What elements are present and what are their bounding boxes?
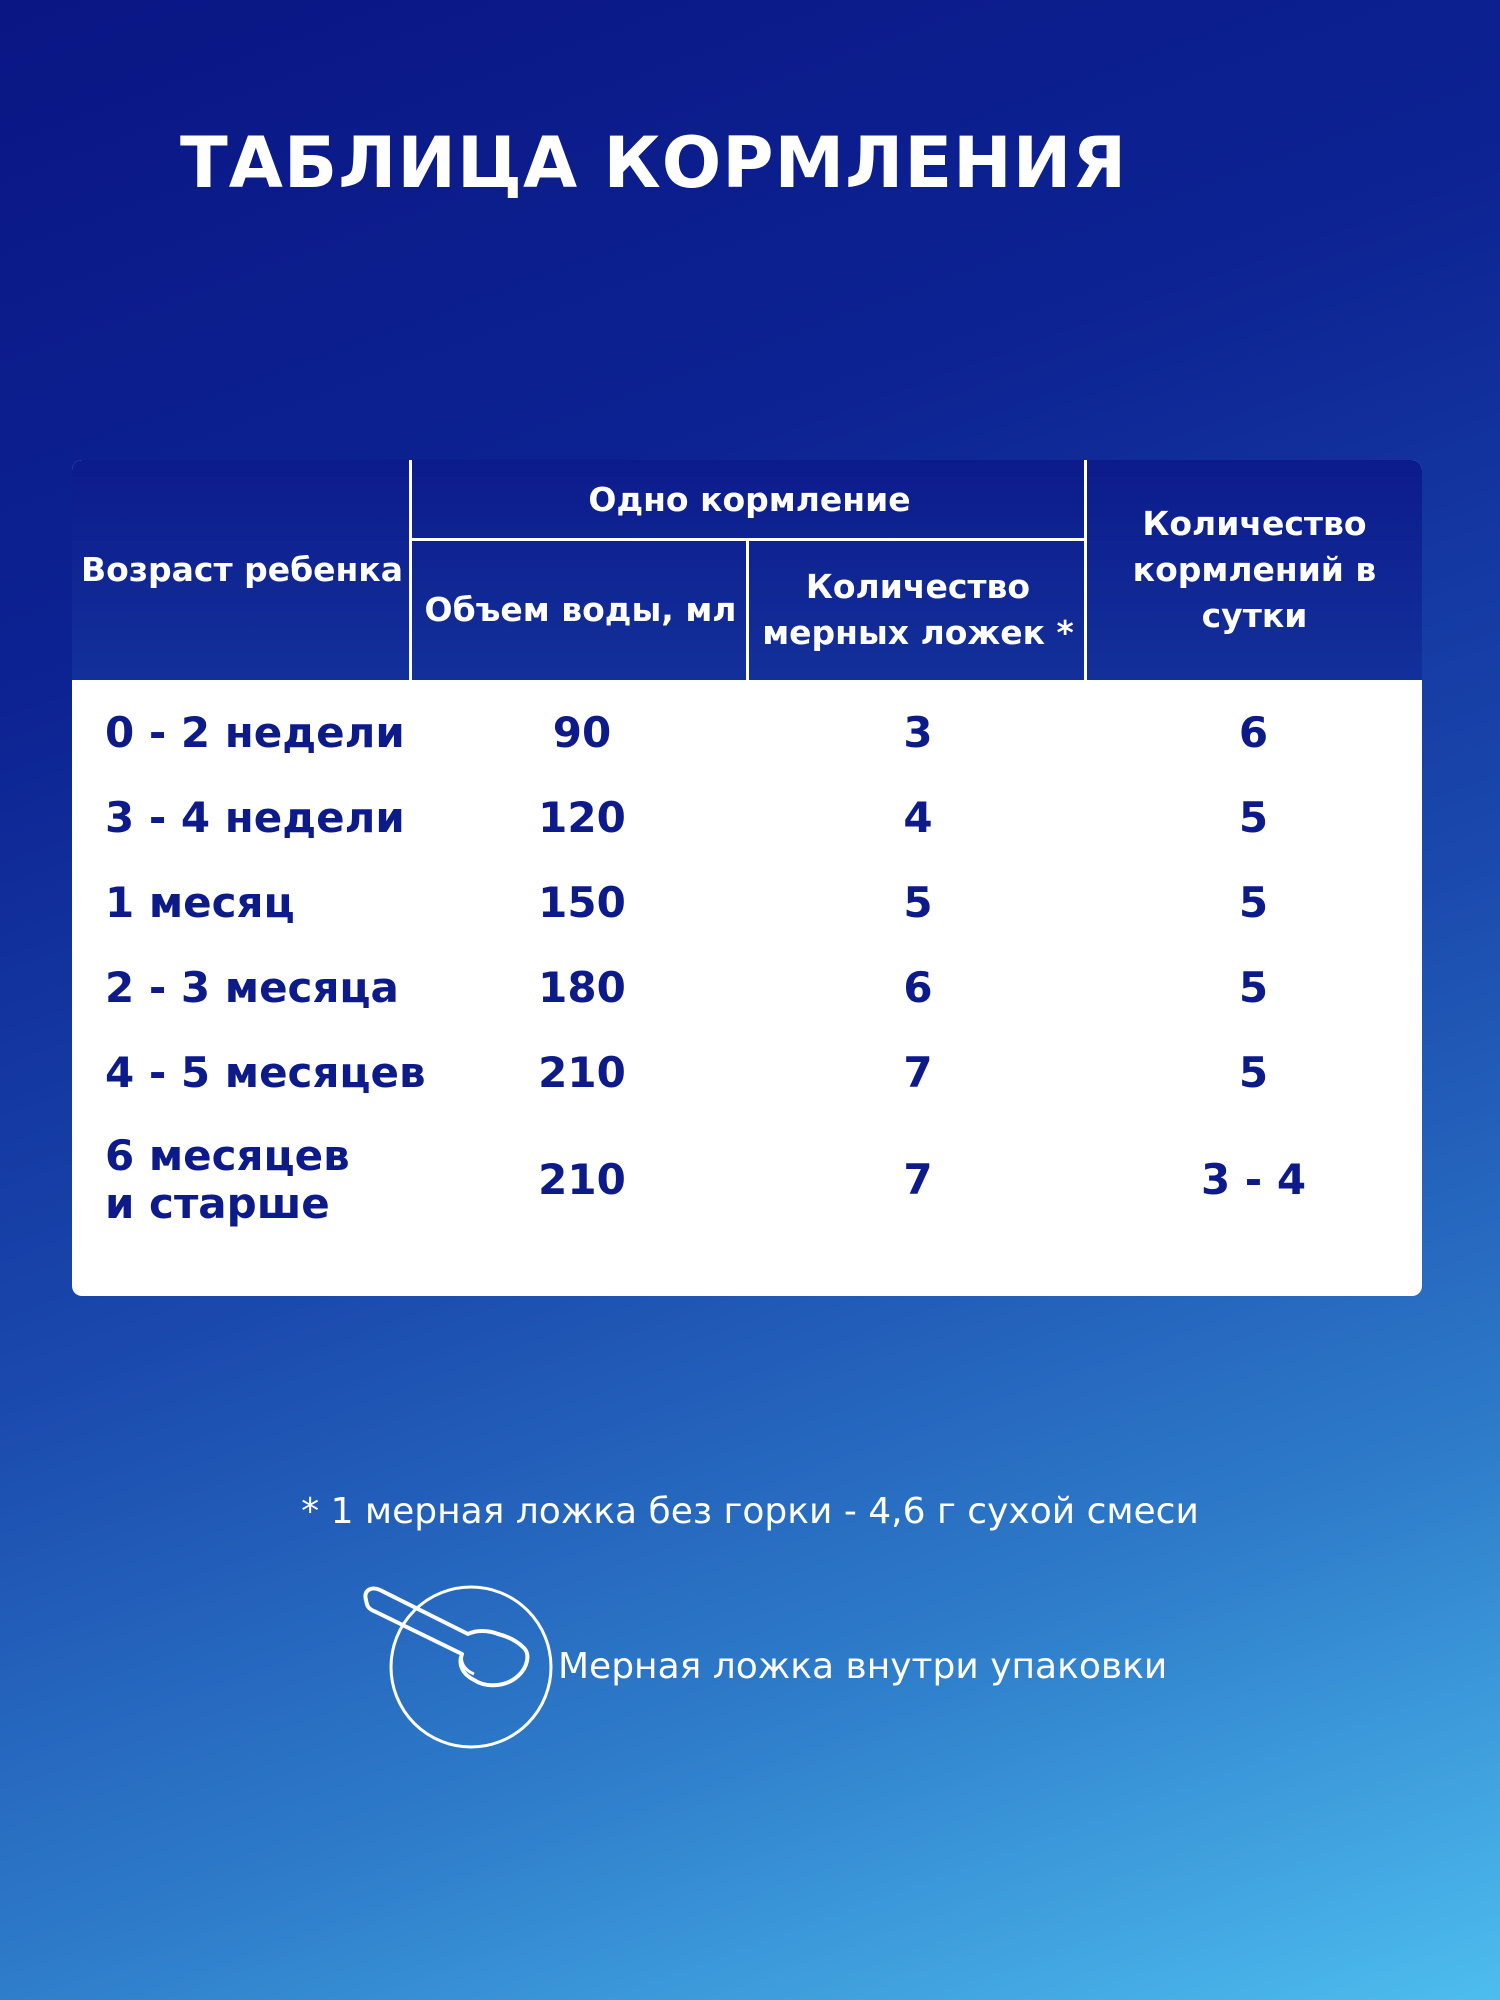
header-age [72, 460, 412, 680]
feeding-table [72, 460, 1422, 1296]
cell-water: 150 [538, 878, 626, 927]
table-row [72, 955, 1422, 1021]
header-water-volume-label: Объем воды, мл [424, 590, 737, 629]
table-row [72, 700, 1422, 766]
header-one-feeding [412, 460, 1087, 540]
cell-water: 120 [538, 793, 626, 842]
header-spoons-label: Количество мерных ложек * [762, 567, 1074, 652]
cell-feedings: 5 [1238, 793, 1269, 842]
cell-age: 2 - 3 месяца [105, 963, 399, 1012]
measuring-spoon-icon [358, 1582, 558, 1752]
header-divider [1084, 460, 1087, 680]
page-title: ТАБЛИЦА КОРМЛЕНИЯ [180, 122, 1128, 204]
table-header [72, 460, 1422, 680]
cell-water: 180 [538, 963, 626, 1012]
cell-spoons: 7 [903, 1155, 933, 1204]
cell-feedings: 3 - 4 [1200, 1155, 1307, 1204]
table-row [72, 870, 1422, 936]
cell-feedings: 6 [1238, 708, 1269, 757]
cell-age: 0 - 2 недели [105, 708, 405, 757]
cell-spoons: 3 [903, 708, 933, 757]
cell-water: 210 [538, 1048, 626, 1097]
cell-age: 6 месяцев и старше [105, 1131, 350, 1228]
table-row [72, 1040, 1422, 1106]
header-spoons [749, 540, 1087, 680]
header-divider [746, 540, 749, 680]
cell-water: 210 [538, 1155, 626, 1204]
cell-spoons: 5 [903, 878, 933, 927]
cell-age: 1 месяц [105, 878, 295, 927]
cell-age: 4 - 5 месяцев [105, 1048, 426, 1097]
header-one-feeding-label: Одно кормление [588, 480, 911, 519]
cell-spoons: 7 [903, 1048, 933, 1097]
footnote: * 1 мерная ложка без горки - 4,6 г сухой смеси [301, 1491, 1199, 1532]
table-row [72, 1120, 1422, 1240]
header-water-volume [412, 540, 749, 680]
table-row [72, 785, 1422, 851]
header-divider [409, 538, 1087, 541]
cell-feedings: 5 [1238, 878, 1269, 927]
header-divider [409, 460, 412, 680]
header-feedings-per-day [1087, 460, 1422, 680]
cell-feedings: 5 [1238, 963, 1269, 1012]
spoon-note-text: Мерная ложка внутри упаковки [558, 1646, 1168, 1687]
cell-spoons: 4 [903, 793, 933, 842]
cell-water: 90 [552, 708, 612, 757]
header-feedings-per-day-label: Количество кормлений в сутки [1132, 504, 1377, 635]
cell-feedings: 5 [1238, 1048, 1269, 1097]
cell-age: 3 - 4 недели [105, 793, 405, 842]
header-age-label: Возраст ребенка [81, 550, 403, 589]
spoon-note [358, 1582, 1167, 1752]
cell-spoons: 6 [903, 963, 933, 1012]
